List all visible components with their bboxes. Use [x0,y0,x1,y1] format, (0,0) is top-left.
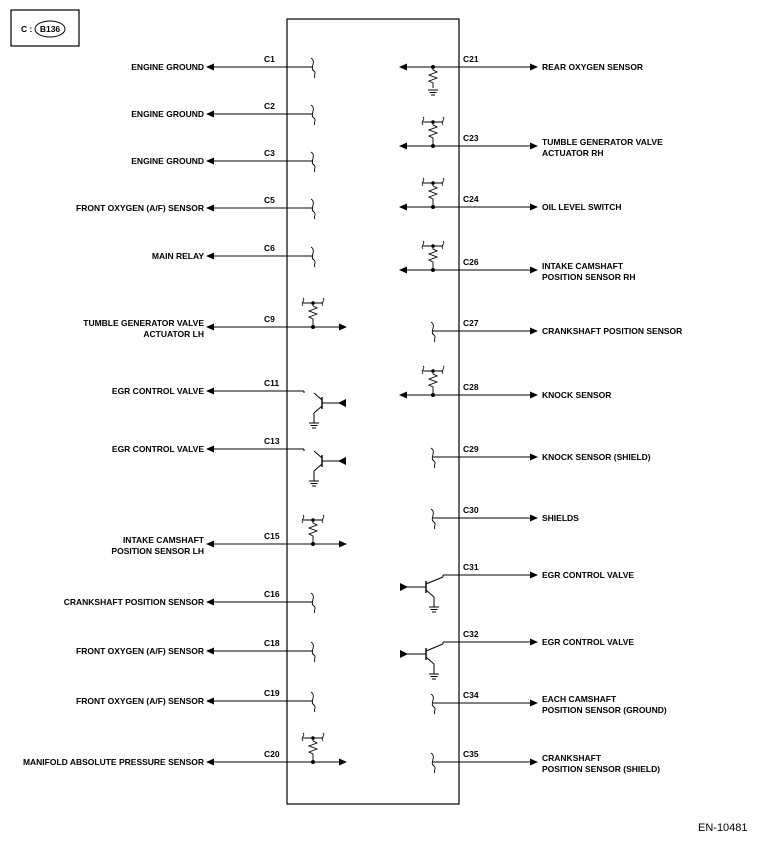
wire-break-mark [431,448,435,468]
signal-label: EACH CAMSHAFT [542,694,617,704]
signal-label: POSITION SENSOR LH [111,546,204,556]
transistor-emitter [426,657,434,664]
arrowhead [530,515,538,522]
right-pin-c34 [431,690,667,715]
pin-number: C29 [463,444,479,454]
arrowhead [338,399,346,407]
arrowhead [530,328,538,335]
arrowhead [400,583,408,591]
pin-number: C20 [264,749,280,759]
transistor-collector [426,644,443,651]
signal-label: REAR OXYGEN SENSOR [542,62,644,72]
signal-label: FRONT OXYGEN (A/F) SENSOR [76,646,204,656]
left-pin-c18 [76,638,315,662]
arrowhead [399,64,407,71]
arrowhead [530,204,538,211]
pin-number: C19 [264,688,280,698]
wire-break-mark [311,199,315,219]
pin-number: C21 [463,54,479,64]
wire-break-mark [442,117,444,125]
signal-label: ENGINE GROUND [131,156,204,166]
signal-label: POSITION SENSOR RH [542,272,636,282]
signal-label: EGR CONTROL VALVE [111,444,204,454]
arrowhead [399,204,407,211]
junction-dot [431,144,435,148]
wire-break-mark [311,642,315,662]
wire-break-mark [442,178,444,186]
connector-code: B136 [39,24,61,34]
arrowhead [339,541,347,548]
left-pins [23,54,347,767]
signal-label: CRANKSHAFT POSITION SENSOR [542,326,683,336]
transistor-emitter [426,590,434,597]
wire-break-mark [311,247,315,267]
pin-number: C23 [463,133,479,143]
left-pin-c9 [83,298,347,339]
arrowhead [339,759,347,766]
transistor-emitter [314,464,322,471]
signal-label: ACTUATOR RH [542,148,604,158]
signal-label: EGR CONTROL VALVE [542,570,635,580]
left-pin-c5 [76,195,315,219]
pin-number: C35 [463,749,479,759]
junction-dot [311,542,315,546]
signal-label: FRONT OXYGEN (A/F) SENSOR [76,203,204,213]
right-pins [399,54,682,774]
transistor-collector [314,451,322,458]
connector-tag [11,10,79,46]
resistor-symbol [309,520,317,544]
signal-label: ACTUATOR LH [143,329,204,339]
left-pin-c11 [112,378,346,428]
signal-label: ENGINE GROUND [131,109,204,119]
pin-number: C32 [463,629,479,639]
junction-dot [311,760,315,764]
pin-number: C31 [463,562,479,572]
left-pin-c6 [152,243,315,267]
ecm-box [287,19,459,804]
signal-label: KNOCK SENSOR (SHIELD) [542,452,651,462]
resistor-symbol [429,246,437,270]
signal-label: INTAKE CAMSHAFT [542,261,624,271]
wire-break-mark [311,692,315,712]
pin-number: C16 [264,589,280,599]
wire-break-mark [442,241,444,249]
wire-break-mark [311,58,315,78]
pin-number: C30 [463,505,479,515]
resistor-symbol [309,303,317,327]
right-pin-c21 [399,54,643,95]
arrowhead [339,324,347,331]
signal-label: POSITION SENSOR (SHIELD) [542,764,661,774]
left-pin-c20 [23,733,347,767]
pin-number: C3 [264,148,275,158]
signal-label: EGR CONTROL VALVE [542,637,635,647]
junction-dot [431,205,435,209]
resistor-symbol [429,122,437,146]
arrowhead [530,267,538,274]
signal-label: FRONT OXYGEN (A/F) SENSOR [76,696,204,706]
wire-break-mark [302,298,304,306]
signal-label: EGR CONTROL VALVE [111,386,204,396]
wire-break-mark [311,105,315,125]
arrowhead [530,639,538,646]
wire-break-mark [431,694,435,714]
wire-break-mark [422,178,424,186]
wire-break-mark [431,322,435,342]
wire-break-mark [431,753,435,773]
pin-number: C27 [463,318,479,328]
pin-number: C5 [264,195,275,205]
wire-break-mark [322,298,324,306]
arrowhead [530,143,538,150]
pin-number: C26 [463,257,479,267]
right-pin-c23 [399,117,663,158]
signal-label: CRANKSHAFT [542,753,602,763]
signal-label: SHIELDS [542,513,579,523]
wire-break-mark [311,152,315,172]
left-pin-c16 [64,589,315,613]
right-pin-c30 [431,505,579,529]
arrowhead [400,650,408,658]
arrowhead [530,64,538,71]
wire-break-mark [322,733,324,741]
junction-dot [431,393,435,397]
arrowhead [530,759,538,766]
wire-break-mark [302,515,304,523]
resistor-symbol [429,67,437,88]
transistor-emitter [314,406,322,413]
wire-break-mark [442,366,444,374]
transistor-collector [314,393,322,400]
junction-dot [431,268,435,272]
wire-break-mark [302,733,304,741]
wire-break-mark [311,593,315,613]
right-pin-c31 [400,562,634,612]
right-pin-c35 [431,749,660,774]
signal-label: MANIFOLD ABSOLUTE PRESSURE SENSOR [22,757,204,767]
pin-number: C18 [264,638,280,648]
resistor-symbol [429,371,437,395]
signal-label: OIL LEVEL SWITCH [542,202,622,212]
arrowhead [338,457,346,465]
right-pin-c32 [400,629,634,679]
signal-label: CRANKSHAFT POSITION SENSOR [63,597,204,607]
connector-prefix: C : [21,24,33,34]
pin-number: C6 [264,243,275,253]
pin-number: C1 [264,54,275,64]
arrowhead [530,392,538,399]
right-pin-c26 [399,241,636,282]
pin-number: C24 [463,194,479,204]
figure-id: EN-10481 [698,822,748,834]
signal-label: TUMBLE GENERATOR VALVE [83,318,204,328]
pin-number: C34 [463,690,479,700]
arrowhead [530,700,538,707]
wire-break-mark [422,117,424,125]
resistor-symbol [309,738,317,762]
wire-break-mark [422,241,424,249]
signal-label: KNOCK SENSOR [542,390,612,400]
signal-label: MAIN RELAY [151,251,204,261]
pin-number: C11 [264,378,280,388]
arrowhead [399,267,407,274]
arrowhead [530,572,538,579]
pin-number: C9 [264,314,275,324]
right-pin-c27 [431,318,682,342]
wire-break-mark [431,509,435,529]
wire-break-mark [322,515,324,523]
signal-label: INTAKE CAMSHAFT [122,535,204,545]
right-pin-c24 [399,178,622,212]
pin-number: C15 [264,531,280,541]
transistor-collector [426,577,443,584]
pin-number: C13 [264,436,280,446]
signal-label: TUMBLE GENERATOR VALVE [542,137,663,147]
pin-number: C2 [264,101,275,111]
left-pin-c15 [111,515,347,556]
pin-number: C28 [463,382,479,392]
resistor-symbol [429,183,437,207]
arrowhead [530,454,538,461]
left-pin-c19 [76,688,315,712]
arrowhead [399,143,407,150]
signal-label: POSITION SENSOR (GROUND) [542,705,667,715]
signal-label: ENGINE GROUND [131,62,204,72]
left-pin-c13 [112,436,346,486]
wire-break-mark [422,366,424,374]
right-pin-c29 [431,444,651,468]
arrowhead [399,392,407,399]
junction-dot [311,325,315,329]
right-pin-c28 [399,366,611,400]
